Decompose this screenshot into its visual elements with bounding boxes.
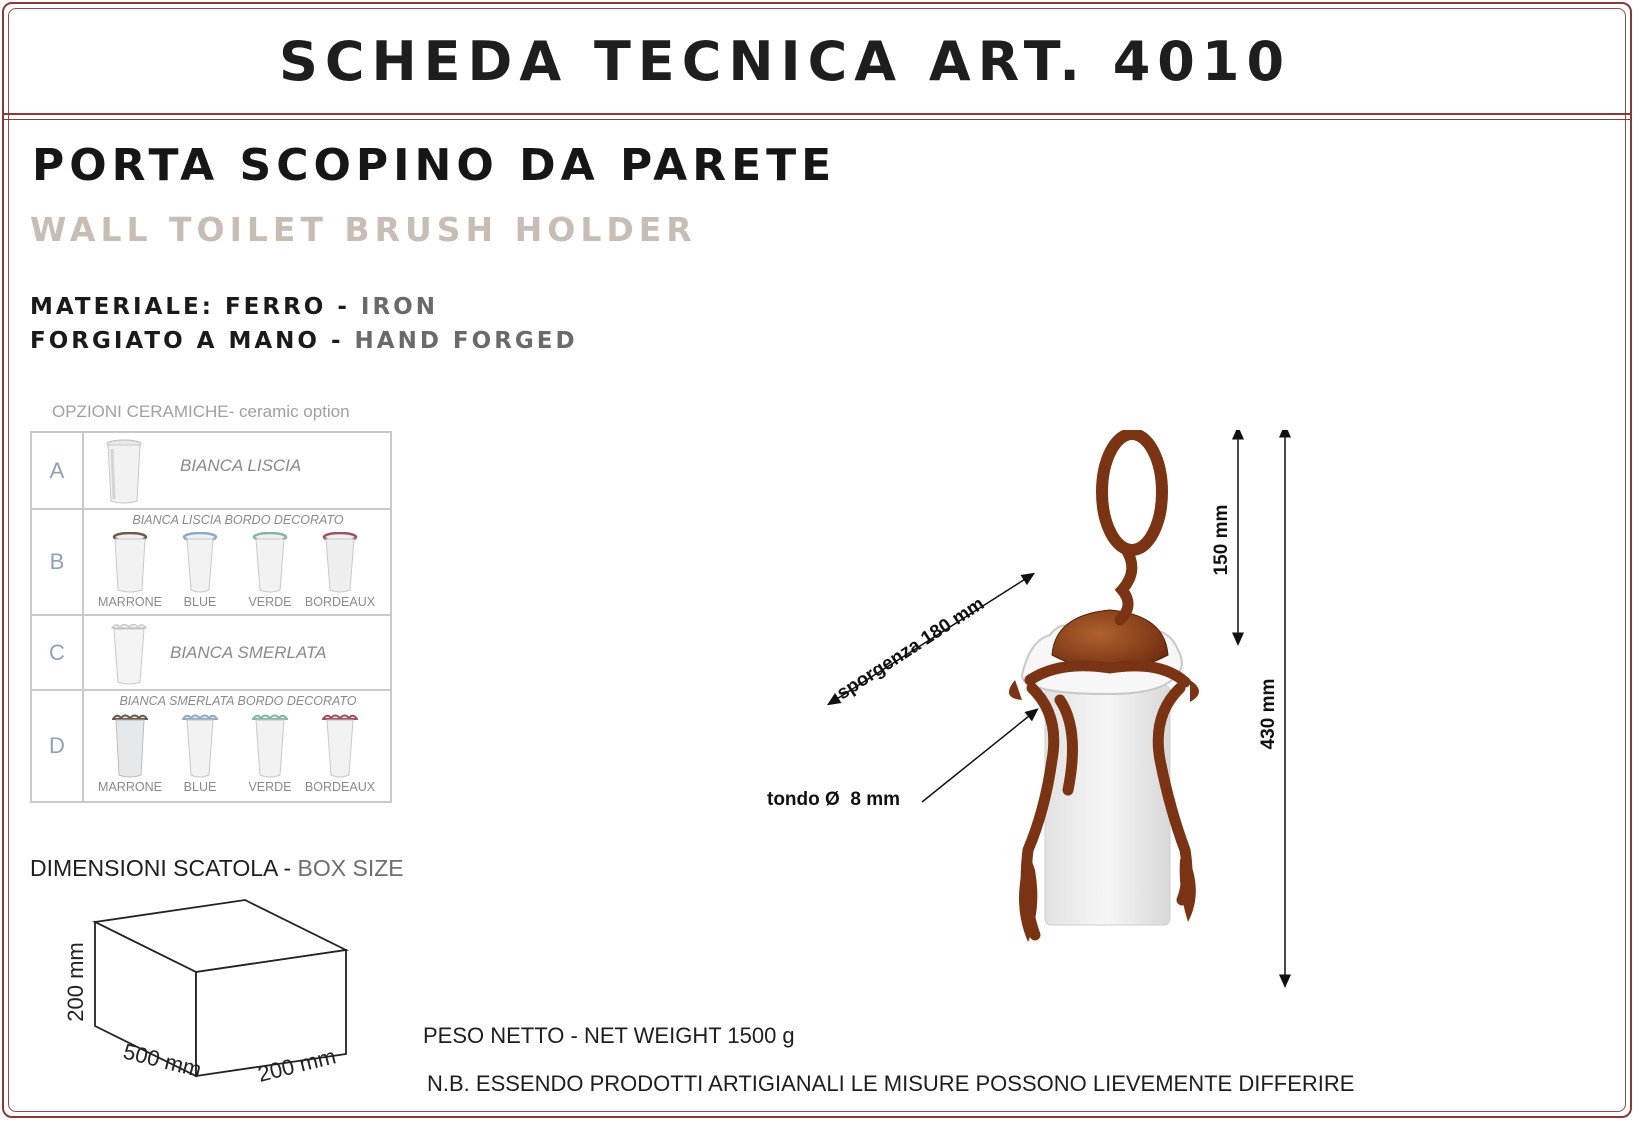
option-row-b (32, 510, 390, 616)
header-divider (4, 113, 1630, 115)
cup-rim-verde-icon (252, 532, 288, 594)
variant-label: MARRONE (98, 595, 162, 609)
cup-scalloped-blue-icon (182, 713, 218, 779)
projection-label: sporgenza 180 mm (833, 593, 989, 705)
option-desc: BIANCA SMERLATA (170, 643, 327, 662)
option-subtitle: BIANCA LISCIA BORDO DECORATO (132, 513, 344, 527)
option-letter: A (32, 433, 84, 508)
product-name-en: WALL TOILET BRUSH HOLDER (30, 210, 697, 249)
option-letter: B (32, 510, 84, 614)
variant-label: BORDEAUX (304, 780, 376, 794)
cup-scalloped-icon (110, 622, 148, 686)
cup-rim-blue-icon (182, 532, 218, 594)
brush-handle (1102, 434, 1162, 550)
cup-scalloped-verde-icon (252, 713, 288, 779)
cup-rim-bordeaux-icon (322, 532, 358, 594)
variant-label: BORDEAUX (304, 595, 376, 609)
variant-label: VERDE (248, 595, 292, 609)
rod-label: tondo Ø 8 mm (767, 789, 900, 810)
page-title: SCHEDA TECNICA ART. 4010 (278, 30, 1292, 93)
spec-material-en: IRON (360, 294, 438, 320)
variant-label: MARRONE (98, 780, 162, 794)
spec-forged (30, 328, 578, 354)
product-drawing (760, 430, 1320, 1000)
option-letter: C (32, 616, 84, 689)
box-length-label: 500 mm (120, 1038, 204, 1083)
cup-scalloped-marrone-icon (112, 713, 148, 779)
spec-forged-it: FORGIATO A MANO - (30, 328, 355, 354)
box-size-title (30, 855, 404, 882)
option-row-a (32, 433, 390, 510)
variant-label: BLUE (183, 595, 217, 609)
box-depth-label: 200 mm (255, 1043, 339, 1087)
option-row-d (32, 691, 390, 801)
total-height-label: 430 mm (1258, 678, 1279, 750)
box-size-title-it: DIMENSIONI SCATOLA - (30, 855, 298, 881)
box-diagram (50, 890, 380, 1110)
spec-material (30, 294, 438, 320)
ceramic-options-table (30, 431, 392, 803)
option-subtitle: BIANCA SMERLATA BORDO DECORATO (119, 694, 357, 708)
cup-plain-icon (104, 439, 144, 505)
product-name-it: PORTA SCOPINO DA PARETE (32, 140, 837, 191)
option-desc: BIANCA LISCIA (180, 456, 302, 475)
variant-label: BLUE (183, 780, 217, 794)
header-divider-inner (4, 119, 1630, 120)
ceramic-options-caption: OPZIONI CERAMICHE- ceramic option (52, 402, 350, 421)
option-letter: D (32, 691, 84, 801)
spec-forged-en: HAND FORGED (354, 328, 578, 354)
cup-rim-marrone-icon (112, 532, 148, 594)
disclaimer-note: N.B. ESSENDO PRODOTTI ARTIGIANALI LE MISURE POSSONO LIEVEMENTE DIFFERIRE (427, 1071, 1355, 1096)
rod-arrow (922, 712, 1034, 802)
variant-label: VERDE (248, 780, 292, 794)
net-weight: PESO NETTO - NET WEIGHT 1500 g (423, 1023, 795, 1048)
box-size-title-en: BOX SIZE (297, 855, 404, 881)
option-row-c (32, 616, 390, 691)
handle-height-label: 150 mm (1211, 504, 1232, 576)
box-height-label: 200 mm (63, 942, 88, 1022)
cup-scalloped-bordeaux-icon (322, 713, 358, 779)
spec-material-it: MATERIALE: FERRO - (30, 294, 361, 320)
